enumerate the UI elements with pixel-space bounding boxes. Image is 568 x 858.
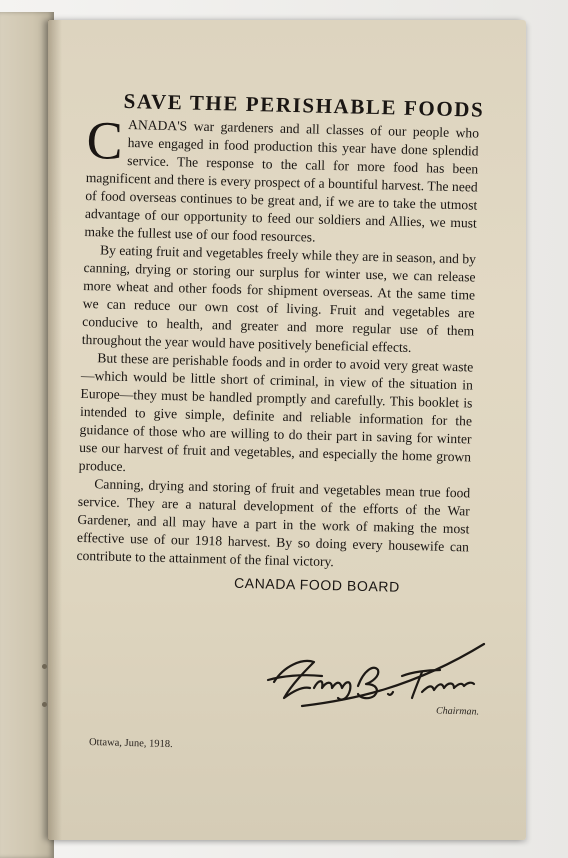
place-and-date: Ottawa, June, 1918. [88,736,173,751]
staple-hole [42,664,47,669]
drop-cap: C [85,109,124,171]
paragraph-2: By eating fruit and vegetables freely while they are in season, and by canning, drying or storing our surplus for winter use, we can release more wheat and other foods for shipment overseas. At the same time we can reduce our own cost of living. Fruit and vegetables are conducive to health, and greater and more regular use of them throughout the year would have positively beneficial effects. [81,242,477,355]
handwritten-signature [262,636,492,716]
paragraph-1 [84,109,480,251]
page-gutter-shadow [48,20,62,840]
staple-hole [42,702,47,707]
signoff-organization: CANADA FOOD BOARD [233,574,400,595]
paragraph-3: But these are perishable foods and in order to avoid very great waste—which would be little short of criminal, in view of the situation in Europe—they must be handled promptly and carefully. This booklet is intended to give simple, definite and reliable information for the guidance of those who are willing to do their part in saving for winter use our harvest of fruit and vegetables, and especially the home grown produce. [78,350,474,475]
page-title: SAVE THE PERISHABLE FOODS [123,88,485,122]
paragraph-4: Canning, drying and storing of fruit and vegetables mean true food service. They are a natural development of the efforts of the War Gardener, and all may have a part in the work of making the most effective use of our 1918 harvest. By so doing every housewife can contribute to the attainment of the final victory. [76,476,471,570]
page-text [76,88,485,596]
facing-page-edge [0,12,54,858]
paragraph-1-text: ANADA'S war gardeners and all classes of our people who have engaged in food production this year have done splendid service. The response to the call for more food has been magnificent and there is every prospect of a bountiful harvest. The need of food overseas continues to be great and, if we are to take the utmost advantage of our opportunity to feed our soldiers and Allies, we must make the fullest use of our food resources. [84,116,480,245]
signer-title: Chairman. [435,705,480,718]
